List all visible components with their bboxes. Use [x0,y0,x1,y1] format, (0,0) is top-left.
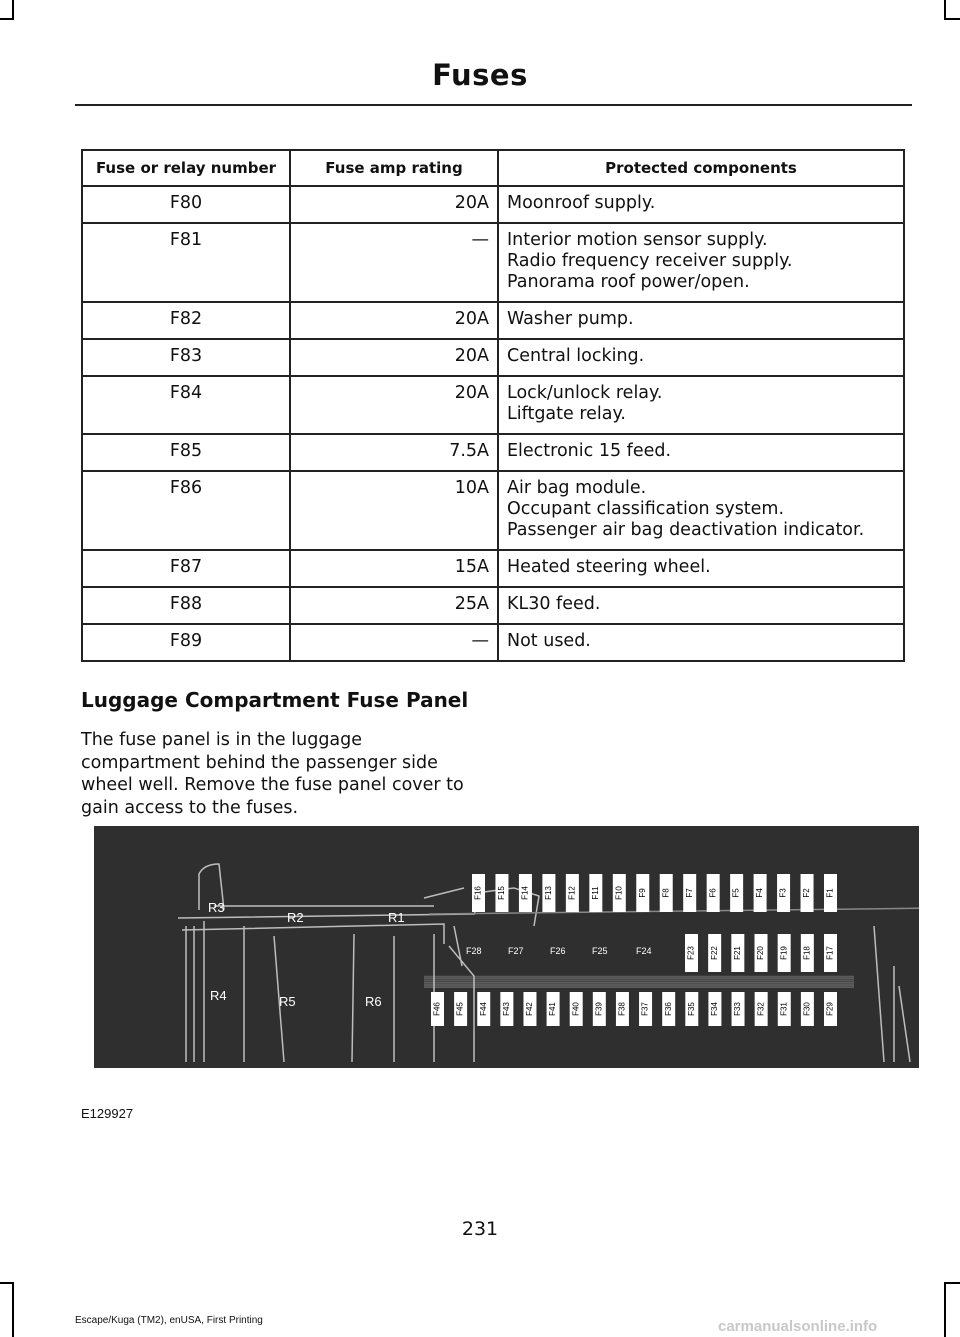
fuse-number: F87 [82,550,290,587]
fuse-row-middle [685,934,837,972]
protected-components [498,186,904,223]
fuse-number: F86 [82,471,290,550]
table-row [82,186,904,223]
fuse-label: F10 [614,886,624,900]
table-row [82,587,904,624]
crop-mark [944,18,960,20]
crop-mark [0,18,14,20]
crop-mark [944,1282,946,1337]
relay-label: R5 [279,994,296,1009]
table-row [82,223,904,302]
fuse-label: F35 [686,1002,696,1016]
component-line: Liftgate relay. [507,404,626,424]
amp-rating: — [290,624,498,661]
protected-components [498,376,904,434]
fuse-label: F7 [684,888,694,898]
fuse-label: F3 [778,888,788,898]
fuse-row-bottom [431,992,837,1026]
fuse-label: F18 [802,946,812,960]
fuse-label: F39 [594,1002,604,1016]
crop-mark [12,1282,14,1337]
fuse-label: F30 [802,1002,812,1016]
amp-rating: 15A [290,550,498,587]
crop-mark [944,0,946,20]
fuse-label: F28 [466,946,482,956]
column-header: Fuse or relay number [82,150,290,186]
component-line: Panorama roof power/open. [507,272,750,292]
fuse-label: F27 [508,946,524,956]
fuse-number: F83 [82,339,290,376]
fuse-label: F25 [592,946,608,956]
section-heading: Luggage Compartment Fuse Panel [81,688,469,712]
component-line: Moonroof supply. [507,193,656,213]
fuse-number: F88 [82,587,290,624]
fuse-label: F32 [756,1002,766,1016]
table-row [82,550,904,587]
fuse-label: F29 [825,1002,835,1016]
fuse-label: F1 [825,888,835,898]
relay-label: R4 [210,988,227,1003]
fuse-labels-middle [466,946,652,956]
protected-components [498,302,904,339]
fuse-label: F34 [710,1002,720,1016]
fuse-number: F89 [82,624,290,661]
component-line: Electronic 15 feed. [507,441,672,461]
fuse-label: F33 [733,1002,743,1016]
fuse-label: F16 [473,886,483,900]
fuse-label: F45 [455,1002,465,1016]
column-header: Fuse amp rating [290,150,498,186]
fuse-label: F19 [779,946,789,960]
fuse-label: F46 [432,1002,442,1016]
fuse-label: F41 [548,1002,558,1016]
fuse-label: F14 [520,886,530,900]
amp-rating: 25A [290,587,498,624]
fuse-number: F82 [82,302,290,339]
protected-components [498,471,904,550]
fuse-number: F81 [82,223,290,302]
fuse-label: F8 [661,888,671,898]
table-row [82,624,904,661]
section-body: The fuse panel is in the luggage compartment behind the passenger side wheel well. Remove the fuse panel cover to gain access to the fuses. [81,730,464,818]
crop-mark [0,1282,14,1284]
fuse-label: F9 [637,888,647,898]
fuse-label: F20 [756,946,766,960]
fuse-label: F40 [571,1002,581,1016]
component-line: Central locking. [507,346,645,366]
fuse-row-top [472,874,837,912]
crop-mark [944,1282,960,1284]
component-line: Interior motion sensor supply. [507,230,768,250]
component-line: Occupant classification system. [507,499,785,519]
amp-rating: 20A [290,339,498,376]
fuse-label: F6 [708,888,718,898]
protected-components [498,587,904,624]
protected-components [498,339,904,376]
column-header: Protected components [498,150,904,186]
fuse-label: F43 [501,1002,511,1016]
protected-components [498,223,904,302]
fuse-number: F80 [82,186,290,223]
fuse-label: F37 [640,1002,650,1016]
relay-label: R2 [287,910,304,925]
component-line: Radio frequency receiver supply. [507,251,793,271]
fuse-label: F26 [550,946,566,956]
fuse-label: F12 [567,886,577,900]
fuse-label: F2 [802,888,812,898]
amp-rating: 7.5A [290,434,498,471]
fuse-label: F4 [755,888,765,898]
fuse-label: F24 [636,946,652,956]
fuse-label: F42 [525,1002,535,1016]
page-title: Fuses [432,58,528,92]
component-line: Passenger air bag deactivation indicator. [507,520,865,540]
fuse-number: F85 [82,434,290,471]
fuse-label: F38 [617,1002,627,1016]
amp-rating: — [290,223,498,302]
amp-rating: 20A [290,302,498,339]
fuse-label: F44 [478,1002,488,1016]
page-number: 231 [461,1218,499,1240]
component-line: Air bag module. [507,478,647,498]
fuse-label: F17 [825,946,835,960]
component-line: Lock/unlock relay. [507,383,663,403]
protected-components [498,434,904,471]
table-header-row [82,150,904,186]
protected-components [498,624,904,661]
fuse-label: F15 [497,886,507,900]
fuse-panel-diagram [94,826,919,1068]
relay-label: R3 [208,900,225,915]
fuse-number: F84 [82,376,290,434]
table-row [82,434,904,471]
fuse-label: F11 [590,886,600,900]
table-row [82,339,904,376]
figure-code: E129927 [81,1106,134,1121]
protected-components [498,550,904,587]
amp-rating: 20A [290,186,498,223]
header-divider [75,104,912,106]
component-line: Heated steering wheel. [507,557,711,577]
crop-mark [12,0,14,20]
footer-text: Escape/Kuga (TM2), enUSA, First Printing [75,1315,263,1326]
component-line: Not used. [507,631,591,651]
fuse-label: F36 [663,1002,673,1016]
fuse-label: F13 [544,886,554,900]
component-line: Washer pump. [507,309,634,329]
fuse-label: F23 [686,946,696,960]
fuse-panel-figure [94,826,919,1068]
amp-rating: 20A [290,376,498,434]
relay-label: R1 [388,910,405,925]
component-line: KL30 feed. [507,594,601,614]
fuse-label: F22 [709,946,719,960]
fuse-label: F31 [779,1002,789,1016]
table-row [82,302,904,339]
fuse-label: F21 [732,946,742,960]
relay-label: R6 [365,994,382,1009]
footer-watermark: carmanualsonline.info [718,1318,878,1335]
fuse-table [81,149,905,662]
amp-rating: 10A [290,471,498,550]
table-row [82,471,904,550]
fuse-label: F5 [731,888,741,898]
table-row [82,376,904,434]
